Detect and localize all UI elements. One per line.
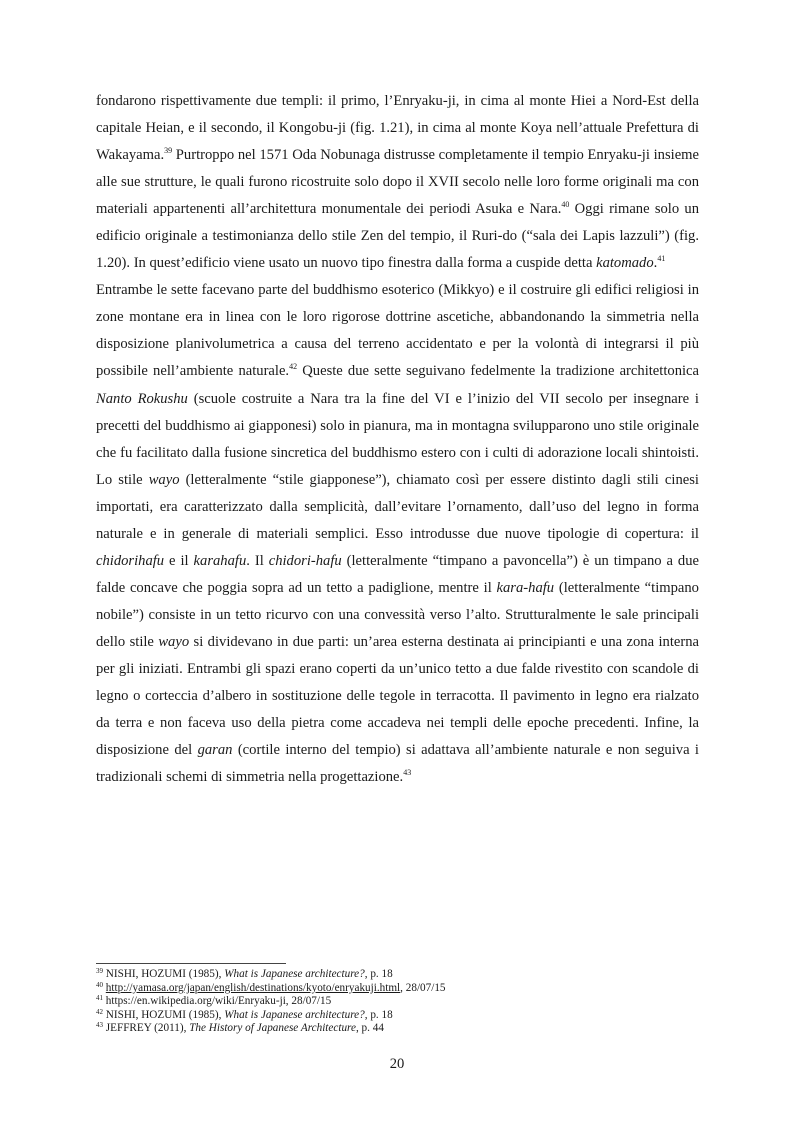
italic-term: karahafu <box>193 552 247 569</box>
italic-term: Nanto Rokushu <box>96 390 188 407</box>
footnote-40 <box>96 982 699 996</box>
text-run: (letteralmente “timpano nobile”) consiste in un tetto ricurvo con una convessità verso l’alto. Strutturalmente le sale principali dello stile <box>96 579 699 650</box>
text-run: (letteralmente “stile giapponese”), chiamato così per essere distinto dagli stili cinesi importati, era caratterizzato dalla semplicità, dall’evitare l’ornamento, dall’uso del legno in forma naturale e in generale di materiali semplici. Esso introdusse due nuove tipologie di copertura: il <box>96 471 699 542</box>
text-run: , p. 44 <box>355 1022 384 1035</box>
text-run: fondarono rispettivamente due templi: il primo, l’Enryaku-ji, in cima al monte Hiei a Nord-Est della capitale Heian, e il secondo, il Kongobu-ji (fig. 1.21), in cima al monte Koya nell’attuale Prefettura di Wakayama. <box>96 93 699 164</box>
text-run: Queste due sette seguivano fedelmente la tradizione architettonica <box>297 363 699 380</box>
footnote-42 <box>96 1009 699 1023</box>
italic-term: garan <box>197 742 233 759</box>
text-run: NISHI, HOZUMI (1985), <box>103 968 225 980</box>
footnotes <box>96 968 699 1036</box>
footnote-ref: 41 <box>657 254 666 264</box>
text-run: Entrambe le sette facevano parte del buddhismo esoterico (Mikkyo) e il costruire gli edifici religiosi in zone montane era in linea con le loro rigorose dottrine ascetiche, abbandonando la simmetria nella disposizione planivolumetrica a causa del terreno accidentato e per la volontà di integrarsi il più possibile nell’ambiente naturale. <box>96 282 699 380</box>
footnote-number: 39 <box>96 967 103 975</box>
page-number: 20 <box>389 1056 405 1072</box>
text-run: e il <box>164 552 194 569</box>
footnote-ref: 42 <box>289 362 298 372</box>
footnote-number: 42 <box>96 1007 103 1016</box>
footnote-41 <box>96 995 699 1009</box>
text-run: NISHI, HOZUMI (1985), <box>103 1008 225 1021</box>
footnote-ref: 43 <box>403 768 412 778</box>
footnote-number: 41 <box>96 994 103 1003</box>
italic-term: wayo <box>158 633 190 650</box>
italic-term: What is Japanese architecture? <box>224 968 365 980</box>
footnote-ref: 39 <box>164 146 173 156</box>
footnote-43 <box>96 1022 699 1036</box>
footnote-link[interactable]: http://yamasa.org/japan/english/destinations/kyoto/enryakuji.html <box>105 981 401 994</box>
italic-term: The History of Japanese Architecture <box>189 1022 356 1035</box>
text-run: Oggi rimane solo un edificio originale a testimonianza dello stile Zen del tempio, il Ruri-do (“sala dei Lapis lazzuli”) (fig. 1.20). In quest’edificio viene usato un nuovo tipo finestra dalla forma a cuspide detta <box>96 201 699 272</box>
text-run: Purtroppo nel 1571 Oda Nobunaga distrusse completamente il tempio Enryaku-ji insieme alle sue strutture, le quali furono ricostruite solo dopo il XVII secolo nelle loro forme originali ma con materiali appartenenti all’architettura monumentale dei periodi Asuka e Nara. <box>96 147 699 218</box>
footnote-39 <box>96 968 699 982</box>
text-run: , p. 18 <box>364 1008 393 1021</box>
italic-term: wayo <box>148 471 180 488</box>
text-run: JEFFREY (2011), <box>103 1022 190 1035</box>
footnote-number: 43 <box>96 1021 103 1030</box>
text-run: (scuole costruite a Nara tra la fine del VI e l’inizio del VII secolo per insegnare i precetti del buddhismo ai giapponesi) solo in pianura, ma in montagna svilupparono uno stile originale che fu facilitato dalla fusione sincretica del buddhismo estero con i culti di adorazione locali shintoisti. Lo stile <box>96 390 699 488</box>
italic-term: katomado <box>596 255 654 272</box>
footnote-number: 40 <box>96 980 103 989</box>
italic-term: kara-hafu <box>496 579 555 596</box>
text-run: , 28/07/15 <box>400 981 446 994</box>
footnote-separator <box>96 963 286 964</box>
italic-term: chidori-hafu <box>268 552 342 569</box>
text-run: (letteralmente “timpano a pavoncella”) è un timpano a due falde concave che poggia sopra ad un tetto a padiglione, mentre il <box>96 552 699 596</box>
footnote-ref: 40 <box>561 200 570 210</box>
text-run: (cortile interno del tempio) si adattava all’ambiente naturale e non seguiva i tradizionali schemi di simmetria nella progettazione. <box>96 742 699 786</box>
italic-term: What is Japanese architecture? <box>224 1008 365 1021</box>
text-run: , p. 18 <box>364 968 393 980</box>
text-run: si dividevano in due parti: un’area esterna destinata ai principianti e una zona interna per gli iniziati. Entrambi gli spazi erano coperti da un’unico tetto a due falde rivestito con scandole di legno o corteccia d’albero in sostituzione delle tegole in terracotta. Il pavimento in legno era rialzato da terra e non faceva uso della pietra come accadeva nei templi delle epoche precedenti. Infine, la disposizione del <box>96 633 699 759</box>
text-run: https://en.wikipedia.org/wiki/Enryaku-ji, 28/07/15 <box>103 995 332 1008</box>
body-text <box>96 88 699 791</box>
text-run: . Il <box>246 552 269 569</box>
italic-term: chidorihafu <box>96 552 165 569</box>
text-run: . <box>653 255 658 272</box>
paragraph-2 <box>96 277 699 791</box>
paragraph-1 <box>96 88 699 277</box>
